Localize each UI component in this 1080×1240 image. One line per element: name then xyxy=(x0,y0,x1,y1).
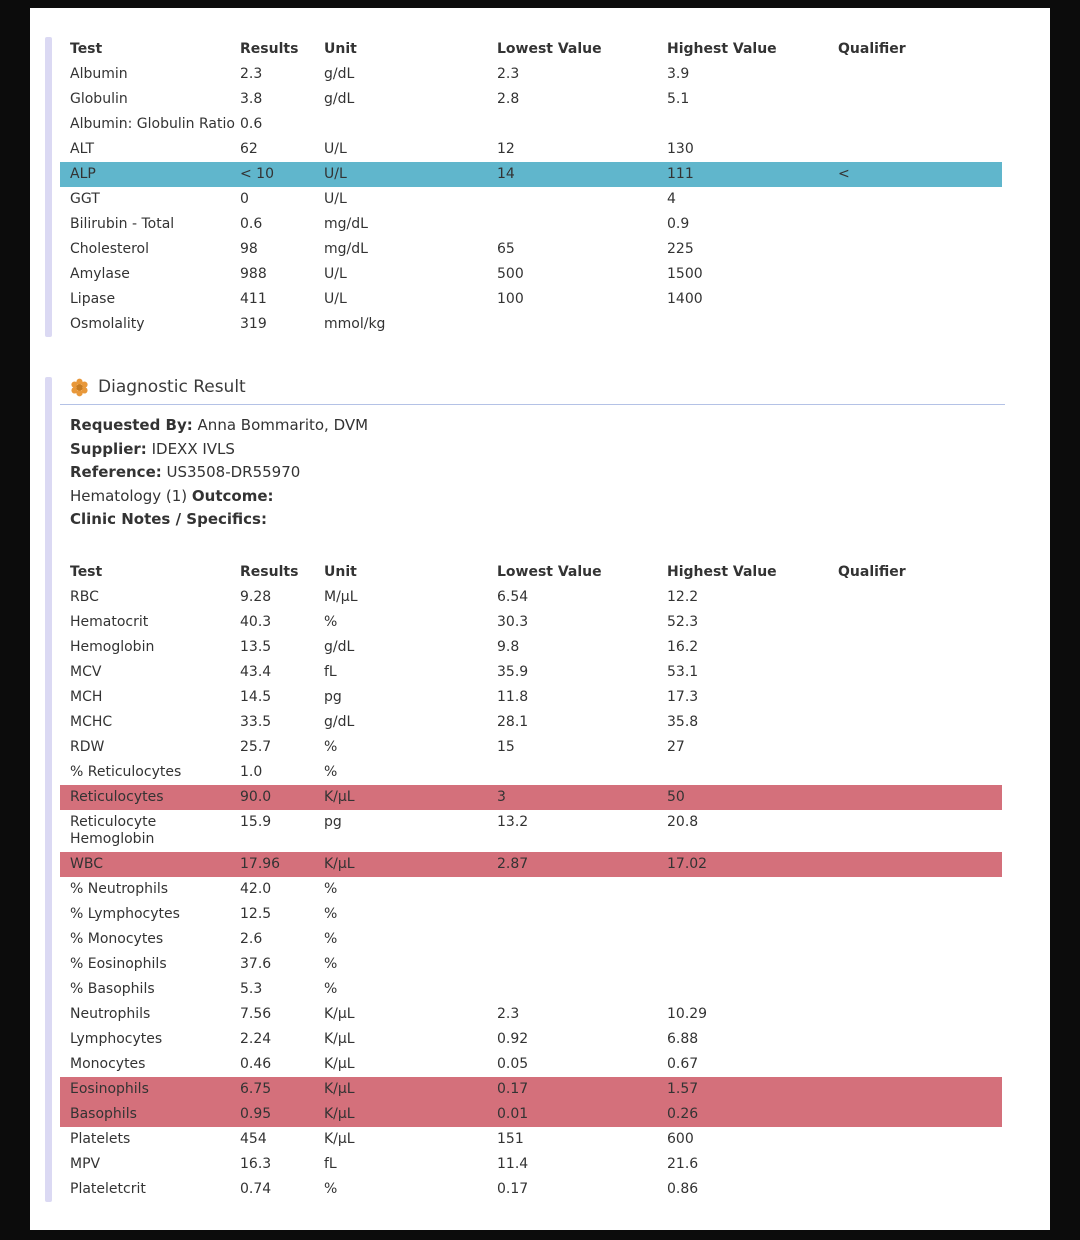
cell-high: 27 xyxy=(667,738,685,755)
cell-unit: mg/dL xyxy=(324,216,368,232)
diagnostic-result-heading xyxy=(60,377,1005,397)
clinic-notes-line xyxy=(60,508,1005,532)
cell-test: Albumin xyxy=(70,66,128,82)
cell-qualifier xyxy=(828,262,1002,287)
cell-low: 0.17 xyxy=(497,1180,529,1197)
table-header-row xyxy=(60,37,1002,62)
cell-low: 9.8 xyxy=(497,638,520,655)
cell-test: % Lymphocytes xyxy=(70,905,180,922)
table-row xyxy=(60,1027,1002,1052)
cell-result: 12.5 xyxy=(240,905,272,922)
cell-unit: % xyxy=(324,930,338,947)
cell-test: ALP xyxy=(60,162,230,187)
cell-result: 0.95 xyxy=(230,1102,314,1127)
cell-low xyxy=(487,312,657,337)
clinic-notes-label: Clinic Notes / Specifics: xyxy=(70,510,267,528)
cell-test: ALT xyxy=(70,141,95,157)
cell-low xyxy=(487,212,657,237)
cell-result: 98 xyxy=(240,241,258,257)
cell-qualifier xyxy=(828,287,1002,312)
table-row xyxy=(60,877,1002,902)
cell-result: 0.6 xyxy=(240,216,263,232)
reference-label: Reference: xyxy=(70,463,162,481)
cell-unit: pg xyxy=(324,688,342,705)
cell-qualifier: < xyxy=(828,162,1002,187)
cell-qualifier xyxy=(828,112,1002,137)
diagnostic-meta xyxy=(60,414,1005,532)
cell-unit: U/L xyxy=(324,266,347,282)
cell-unit: mg/dL xyxy=(324,241,368,257)
header-test: Test xyxy=(70,563,103,580)
cell-low: 13.2 xyxy=(497,813,529,830)
cell-low xyxy=(487,760,657,785)
cell-low xyxy=(487,902,657,927)
cell-unit: U/L xyxy=(324,141,347,157)
cell-result: 1.0 xyxy=(240,763,263,780)
cell-unit: % xyxy=(324,1180,338,1197)
cell-low: 30.3 xyxy=(497,613,529,630)
cell-low: 12 xyxy=(497,141,515,157)
cell-test: Eosinophils xyxy=(60,1077,230,1102)
cell-low: 11.4 xyxy=(497,1155,529,1172)
outcome-label: Outcome: xyxy=(191,486,274,505)
diagnostic-section-content xyxy=(60,377,1005,1202)
cell-high: 6.88 xyxy=(667,1030,699,1047)
table-row xyxy=(60,1152,1002,1177)
heading-divider xyxy=(60,404,1005,405)
cell-unit: K/µL xyxy=(314,785,487,810)
table-row xyxy=(60,902,1002,927)
report-page xyxy=(30,8,1050,1230)
cell-result: 3.8 xyxy=(240,91,263,107)
cell-qualifier xyxy=(828,735,1002,760)
cell-result: < 10 xyxy=(230,162,314,187)
cell-high: 1500 xyxy=(667,266,703,282)
cell-low: 0.05 xyxy=(497,1055,529,1072)
table-row xyxy=(60,785,1002,810)
chemistry-section xyxy=(45,37,1050,337)
cell-high: 600 xyxy=(667,1130,694,1147)
cell-high: 12.2 xyxy=(667,588,699,605)
cell-unit xyxy=(314,112,487,137)
table-row xyxy=(60,735,1002,760)
cell-qualifier xyxy=(828,237,1002,262)
cell-test: MCHC xyxy=(70,713,113,730)
cell-test: % Monocytes xyxy=(70,930,164,947)
cell-qualifier xyxy=(828,137,1002,162)
cell-low: 2.3 xyxy=(497,66,520,82)
cell-result: 42.0 xyxy=(240,880,272,897)
cell-qualifier xyxy=(828,1077,1002,1102)
cell-qualifier xyxy=(828,852,1002,877)
cell-low: 65 xyxy=(497,241,515,257)
section-accent-bar xyxy=(45,377,52,1202)
table-row xyxy=(60,187,1002,212)
cell-unit: K/µL xyxy=(324,1055,355,1072)
cell-high: 10.29 xyxy=(667,1005,708,1022)
cell-test: % Eosinophils xyxy=(70,955,167,972)
cell-result: 13.5 xyxy=(240,638,272,655)
cell-high: 111 xyxy=(657,162,828,187)
cell-result: 14.5 xyxy=(240,688,272,705)
cell-high: 17.3 xyxy=(667,688,699,705)
table-row xyxy=(60,952,1002,977)
cell-low: 0.01 xyxy=(487,1102,657,1127)
cell-result: 7.56 xyxy=(240,1005,272,1022)
cell-unit: K/µL xyxy=(314,1102,487,1127)
table-row xyxy=(60,112,1002,137)
supplier-value: IDEXX IVLS xyxy=(151,439,235,458)
cell-test: Reticulocytes xyxy=(60,785,230,810)
table-row xyxy=(60,660,1002,685)
cell-low: 28.1 xyxy=(497,713,529,730)
cell-high: 4 xyxy=(667,191,676,207)
cell-unit: U/L xyxy=(324,291,347,307)
cell-result: 40.3 xyxy=(240,613,272,630)
cell-low: 0.17 xyxy=(487,1077,657,1102)
cell-qualifier xyxy=(828,810,1002,852)
cell-result: 0.74 xyxy=(240,1180,272,1197)
table-row xyxy=(60,162,1002,187)
cell-high: 35.8 xyxy=(667,713,699,730)
cell-result: 16.3 xyxy=(240,1155,272,1172)
table-row xyxy=(60,1177,1002,1202)
cell-result: 25.7 xyxy=(240,738,272,755)
supplier-label: Supplier: xyxy=(70,439,147,458)
cell-test: Amylase xyxy=(70,266,130,282)
cell-high: 5.1 xyxy=(667,91,690,107)
cell-high: 50 xyxy=(657,785,828,810)
cell-qualifier xyxy=(828,212,1002,237)
table-row xyxy=(60,262,1002,287)
cell-high: 0.26 xyxy=(657,1102,828,1127)
cell-low: 151 xyxy=(497,1130,524,1147)
table-row xyxy=(60,685,1002,710)
cell-test: Albumin: Globulin Ratio xyxy=(70,116,235,132)
cell-result: 90.0 xyxy=(230,785,314,810)
cell-unit: fL xyxy=(324,1155,337,1172)
header-lowest-value: Lowest Value xyxy=(497,41,602,57)
cell-qualifier xyxy=(828,1177,1002,1202)
cell-qualifier xyxy=(828,87,1002,112)
cell-test: Plateletcrit xyxy=(70,1180,146,1197)
table-row xyxy=(60,977,1002,1002)
cell-unit: g/dL xyxy=(324,713,355,730)
cell-result: 988 xyxy=(240,266,267,282)
section-accent-bar xyxy=(45,37,52,337)
cell-unit: K/µL xyxy=(324,1005,355,1022)
table-row xyxy=(60,237,1002,262)
header-highest-value: Highest Value xyxy=(667,563,777,580)
cell-low xyxy=(487,877,657,902)
cell-result: 37.6 xyxy=(240,955,272,972)
cell-test: Platelets xyxy=(70,1130,131,1147)
cell-result: 2.3 xyxy=(240,66,263,82)
table-row xyxy=(60,710,1002,735)
cell-qualifier xyxy=(828,902,1002,927)
cell-high xyxy=(657,877,828,902)
cell-qualifier xyxy=(828,62,1002,87)
header-unit: Unit xyxy=(324,563,357,580)
cell-test: % Neutrophils xyxy=(70,880,169,897)
cell-result: 319 xyxy=(240,316,267,332)
cell-qualifier xyxy=(828,610,1002,635)
cell-high: 52.3 xyxy=(667,613,699,630)
hematology-table xyxy=(60,560,1002,1202)
cell-high: 17.02 xyxy=(657,852,828,877)
cell-qualifier xyxy=(828,660,1002,685)
cell-qualifier xyxy=(828,1027,1002,1052)
cell-high xyxy=(657,112,828,137)
table-row xyxy=(60,212,1002,237)
cell-unit: U/L xyxy=(324,191,347,207)
table-row xyxy=(60,287,1002,312)
cell-high xyxy=(657,312,828,337)
supplier-line xyxy=(60,438,1005,462)
table-row xyxy=(60,1102,1002,1127)
cell-qualifier xyxy=(828,952,1002,977)
cell-result: 6.75 xyxy=(230,1077,314,1102)
cell-unit: pg xyxy=(324,813,342,830)
cell-result: 0.6 xyxy=(240,116,263,132)
cell-result: 0.46 xyxy=(240,1055,272,1072)
cell-low: 2.8 xyxy=(497,91,520,107)
cell-low: 100 xyxy=(497,291,524,307)
table-row xyxy=(60,852,1002,877)
cell-high: 0.86 xyxy=(667,1180,699,1197)
cell-low: 0.92 xyxy=(497,1030,529,1047)
cell-test: Lymphocytes xyxy=(70,1030,163,1047)
table-row xyxy=(60,760,1002,785)
cell-test: Lipase xyxy=(70,291,116,307)
cell-qualifier xyxy=(828,1052,1002,1077)
table-row xyxy=(60,1052,1002,1077)
cell-unit: fL xyxy=(324,663,337,680)
table-row xyxy=(60,635,1002,660)
cell-high: 21.6 xyxy=(667,1155,699,1172)
cell-unit: % xyxy=(324,738,338,755)
table-row xyxy=(60,927,1002,952)
cell-low xyxy=(487,112,657,137)
cell-qualifier xyxy=(828,635,1002,660)
requested-by-line xyxy=(60,414,1005,438)
cell-result: 5.3 xyxy=(240,980,263,997)
cell-test: Reticulocyte Hemoglobin xyxy=(70,813,157,847)
cell-test: RBC xyxy=(70,588,99,605)
cell-test: % Basophils xyxy=(70,980,155,997)
cell-low: 3 xyxy=(487,785,657,810)
cell-low xyxy=(487,977,657,1002)
cell-test: MCH xyxy=(70,688,103,705)
header-results: Results xyxy=(240,41,299,57)
cell-low xyxy=(487,927,657,952)
cell-qualifier xyxy=(828,1102,1002,1127)
cell-unit: g/dL xyxy=(324,66,355,82)
cell-unit: g/dL xyxy=(324,638,355,655)
cell-unit: % xyxy=(324,980,338,997)
cell-test: Bilirubin - Total xyxy=(70,216,175,232)
cell-test: Hemoglobin xyxy=(70,638,155,655)
cell-low: 35.9 xyxy=(497,663,529,680)
cell-test: % Reticulocytes xyxy=(70,763,182,780)
cell-qualifier xyxy=(828,927,1002,952)
cell-low: 15 xyxy=(497,738,515,755)
cell-result: 33.5 xyxy=(240,713,272,730)
cell-test: Globulin xyxy=(70,91,128,107)
header-unit: Unit xyxy=(324,41,357,57)
table-row xyxy=(60,810,1002,852)
header-qualifier: Qualifier xyxy=(838,41,906,57)
cell-qualifier xyxy=(828,785,1002,810)
cell-high xyxy=(657,927,828,952)
cell-high: 53.1 xyxy=(667,663,699,680)
header-test: Test xyxy=(70,41,103,57)
cell-low: 2.87 xyxy=(487,852,657,877)
cell-high xyxy=(657,952,828,977)
cell-high: 20.8 xyxy=(667,813,699,830)
cell-low: 6.54 xyxy=(497,588,529,605)
cell-unit: mmol/kg xyxy=(324,316,386,332)
cell-test: WBC xyxy=(60,852,230,877)
cell-low xyxy=(487,187,657,212)
cell-unit: % xyxy=(324,763,338,780)
cell-unit: % xyxy=(324,905,338,922)
requested-by-value: Anna Bommarito, DVM xyxy=(197,416,369,434)
table-row xyxy=(60,1077,1002,1102)
cell-unit: % xyxy=(324,880,338,897)
cell-high: 1.57 xyxy=(657,1077,828,1102)
cell-qualifier xyxy=(828,877,1002,902)
cell-high: 225 xyxy=(667,241,694,257)
cell-qualifier xyxy=(828,760,1002,785)
cell-result: 62 xyxy=(240,141,258,157)
table-row xyxy=(60,62,1002,87)
cell-unit: M/µL xyxy=(324,588,358,605)
header-qualifier: Qualifier xyxy=(838,563,906,580)
cell-unit: g/dL xyxy=(324,91,355,107)
cell-test: Hematocrit xyxy=(70,613,149,630)
table-row xyxy=(60,585,1002,610)
cell-result: 9.28 xyxy=(240,588,272,605)
outcome-line xyxy=(60,485,1005,509)
header-lowest-value: Lowest Value xyxy=(497,563,602,580)
cell-test: GGT xyxy=(70,191,100,207)
cell-result: 0 xyxy=(240,191,249,207)
cell-test: MPV xyxy=(70,1155,101,1172)
cell-unit: K/µL xyxy=(324,1130,355,1147)
cell-high: 3.9 xyxy=(667,66,690,82)
table-row xyxy=(60,1002,1002,1027)
cell-high: 1400 xyxy=(667,291,703,307)
table-header-row xyxy=(60,560,1002,585)
cell-high xyxy=(657,760,828,785)
outcome-prefix: Hematology (1) xyxy=(70,486,188,505)
table-row xyxy=(60,137,1002,162)
cell-test: RDW xyxy=(70,738,105,755)
cell-test: Monocytes xyxy=(70,1055,146,1072)
cell-unit: K/µL xyxy=(324,1030,355,1047)
cell-qualifier xyxy=(828,1127,1002,1152)
cell-low: 500 xyxy=(497,266,524,282)
cell-high xyxy=(657,902,828,927)
cell-qualifier xyxy=(828,685,1002,710)
diagnostic-section xyxy=(45,377,1050,1202)
cell-unit: % xyxy=(324,955,338,972)
reference-value: US3508-DR55970 xyxy=(166,463,301,481)
cell-qualifier xyxy=(828,1002,1002,1027)
diagnostic-result-icon xyxy=(70,378,89,397)
table-row xyxy=(60,610,1002,635)
cell-result: 2.6 xyxy=(240,930,263,947)
cell-low: 14 xyxy=(487,162,657,187)
cell-unit: K/µL xyxy=(314,1077,487,1102)
cell-qualifier xyxy=(828,1152,1002,1177)
table-row xyxy=(60,312,1002,337)
cell-low: 2.3 xyxy=(497,1005,520,1022)
cell-result: 2.24 xyxy=(240,1030,272,1047)
cell-result: 15.9 xyxy=(240,813,272,830)
cell-test: Cholesterol xyxy=(70,241,150,257)
cell-high: 0.67 xyxy=(667,1055,699,1072)
cell-test: Osmolality xyxy=(70,316,145,332)
cell-qualifier xyxy=(828,585,1002,610)
cell-result: 411 xyxy=(240,291,267,307)
cell-high: 0.9 xyxy=(667,216,690,232)
reference-line xyxy=(60,461,1005,485)
diagnostic-result-title: Diagnostic Result xyxy=(98,377,246,397)
cell-result: 454 xyxy=(240,1130,267,1147)
requested-by-label: Requested By: xyxy=(70,416,193,434)
cell-high: 130 xyxy=(667,141,694,157)
chemistry-section-content xyxy=(60,37,1005,337)
cell-low xyxy=(487,952,657,977)
table-row xyxy=(60,87,1002,112)
cell-unit: % xyxy=(324,613,338,630)
cell-result: 43.4 xyxy=(240,663,272,680)
cell-qualifier xyxy=(828,710,1002,735)
cell-test: Neutrophils xyxy=(70,1005,151,1022)
cell-high xyxy=(657,977,828,1002)
cell-unit: K/µL xyxy=(314,852,487,877)
cell-test: MCV xyxy=(70,663,102,680)
chemistry-table xyxy=(60,37,1002,337)
cell-qualifier xyxy=(828,977,1002,1002)
header-results: Results xyxy=(240,563,299,580)
cell-qualifier xyxy=(828,187,1002,212)
cell-unit: U/L xyxy=(314,162,487,187)
header-highest-value: Highest Value xyxy=(667,41,777,57)
cell-test: Basophils xyxy=(60,1102,230,1127)
cell-high: 16.2 xyxy=(667,638,699,655)
cell-result: 17.96 xyxy=(230,852,314,877)
cell-low: 11.8 xyxy=(497,688,529,705)
table-row xyxy=(60,1127,1002,1152)
cell-qualifier xyxy=(828,312,1002,337)
